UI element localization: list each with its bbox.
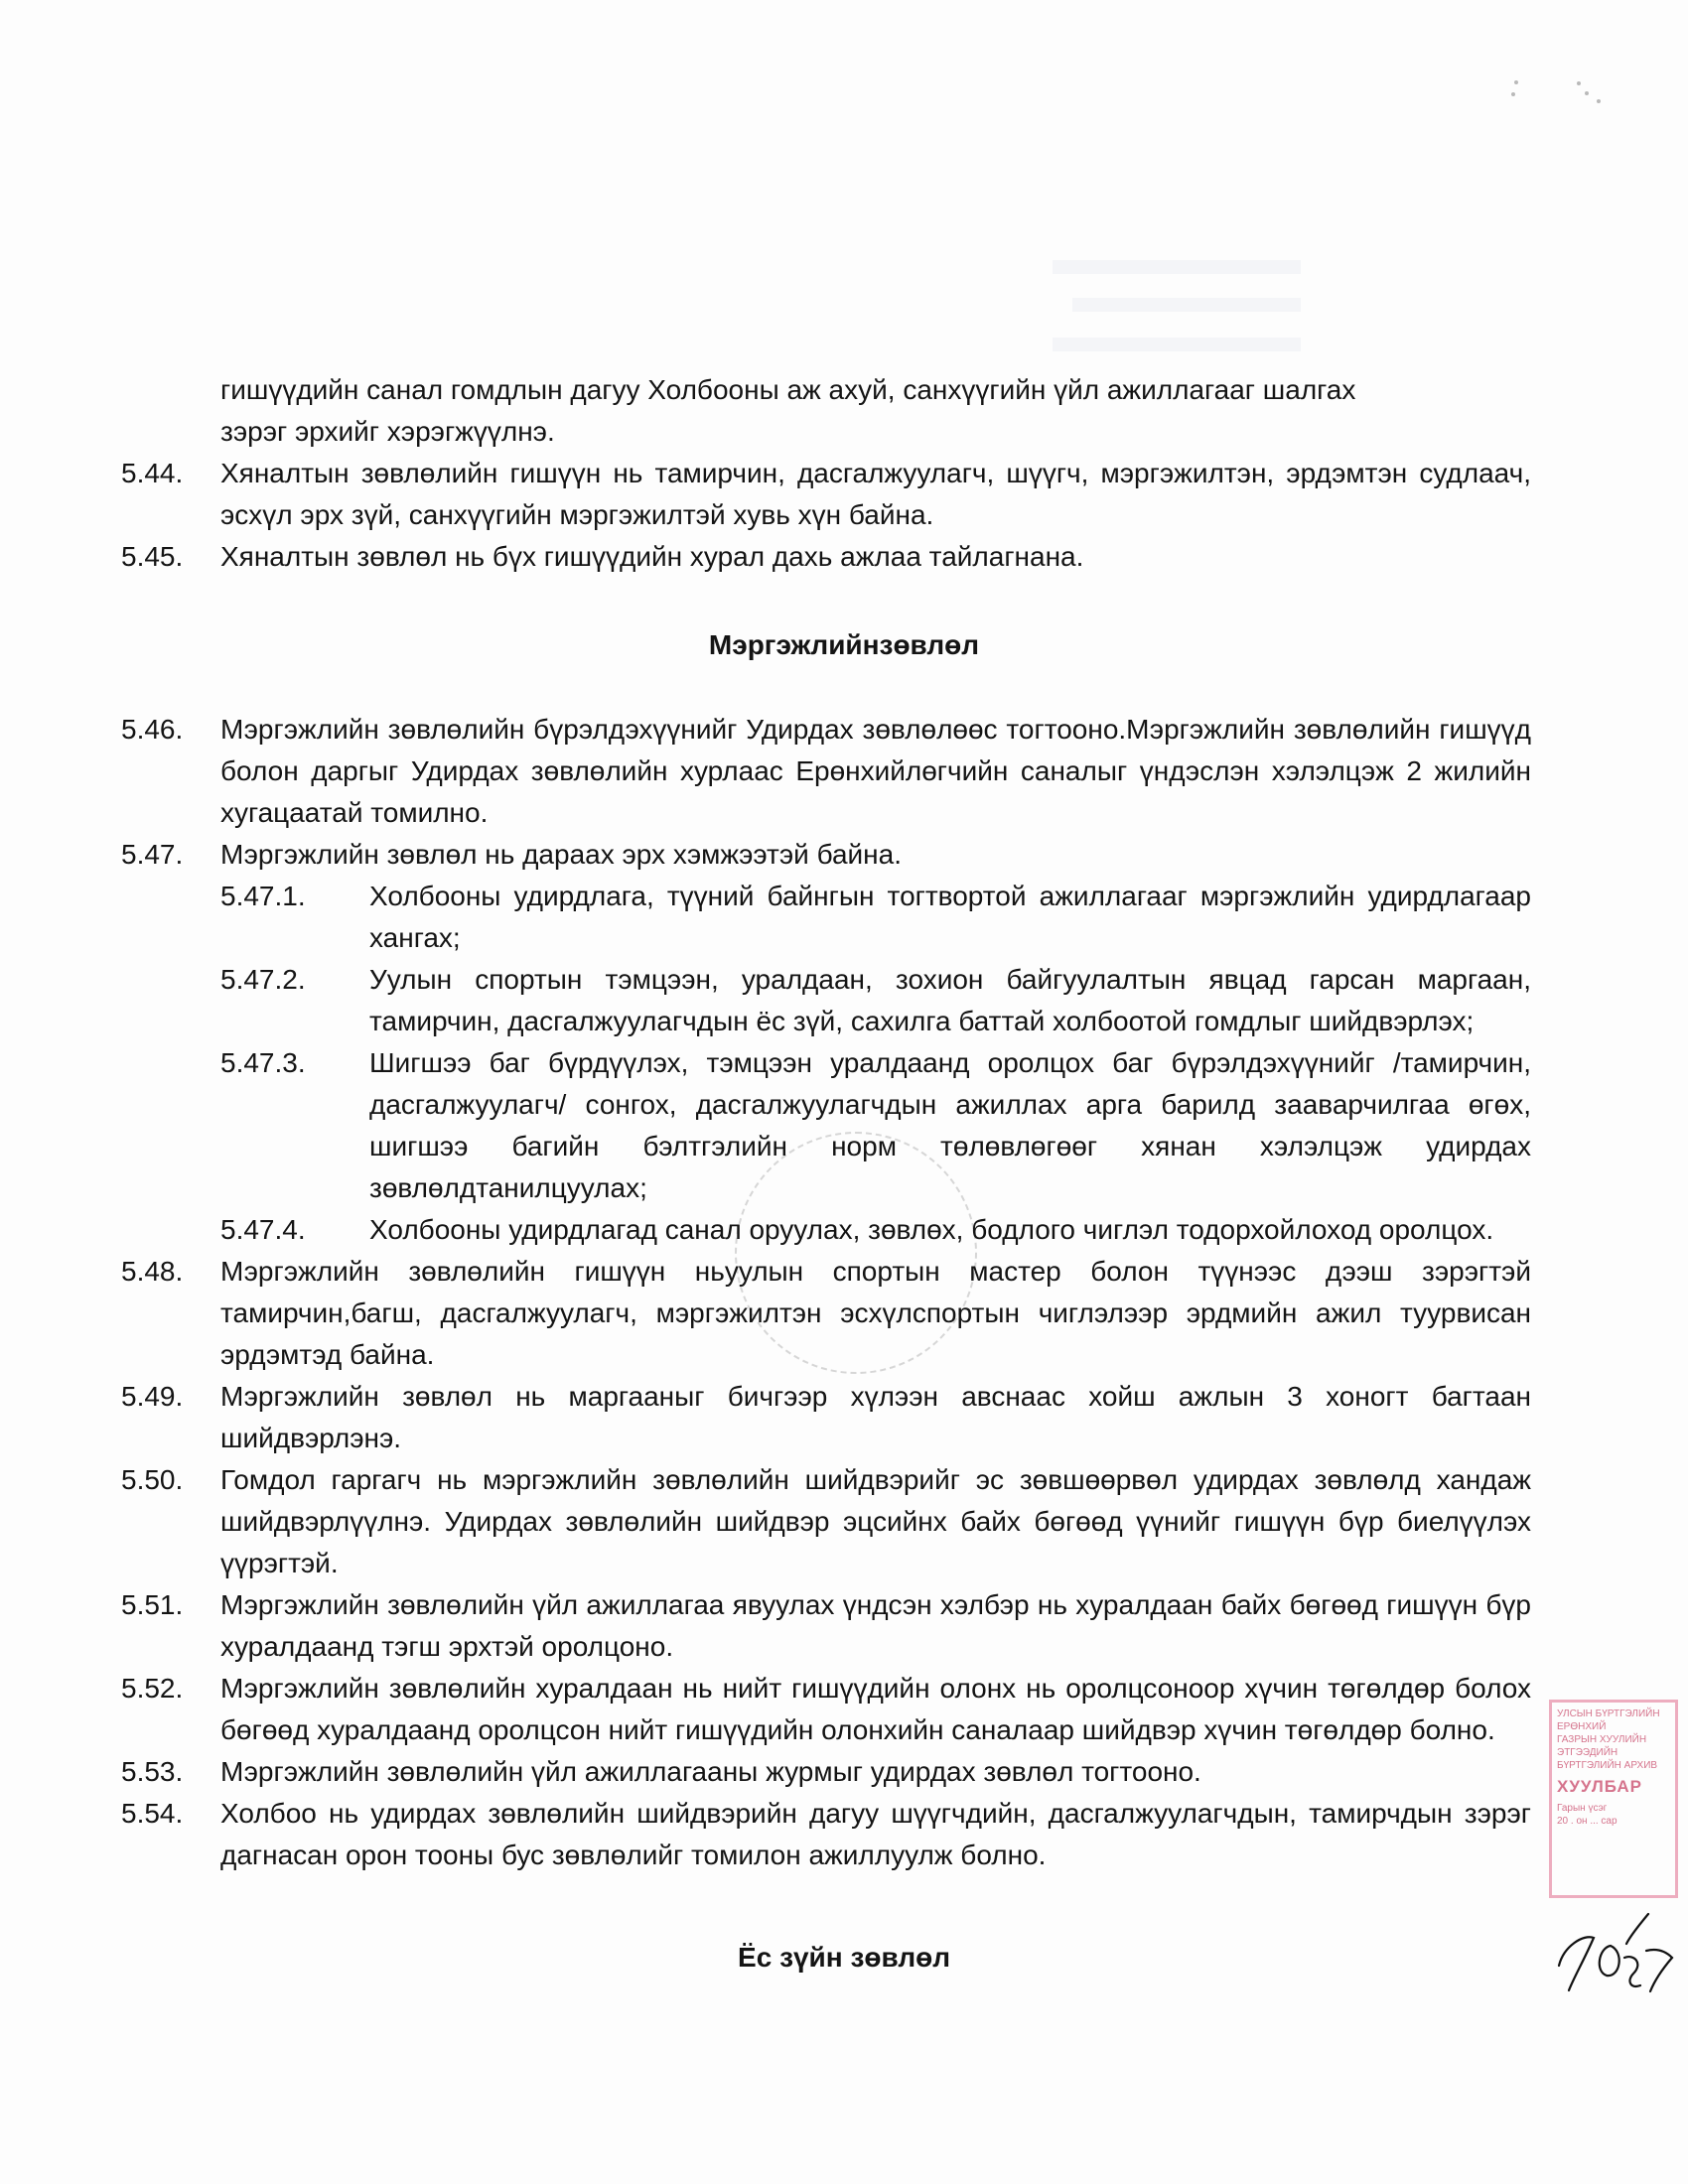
- sub-item-text: Уулын спортын тэмцээн, уралдаан, зохион байгуулалтын явцад гарсан маргаан, тамирчин, дасгалжуулагчдын ёс зүй, сахилга баттай холбоотой гомдлыг шийдвэрлэх;: [369, 964, 1531, 1036]
- continuation-line-2: зэрэг эрхийг хэрэгжүүлнэ.: [220, 416, 555, 447]
- continuation-line-1: гишүүдийн санал гомдлын дагуу Холбооны аж ахуй, санхүүгийн үйл ажиллагааг шалгах: [220, 374, 1356, 405]
- item-text: Мэргэжлийн зөвлөлийн хуралдаан нь нийт гишүүдийн олонх нь оролцсоноор хүчин төгөлдөр болох бөгөөд хуралдаанд оролцсон нийт гишүүдийн олонхийн саналаар шийдвэр хүчин төгөлдөр болно.: [220, 1673, 1531, 1745]
- item-number: 5.46.: [121, 714, 184, 745]
- item-number: 5.48.: [121, 1256, 184, 1287]
- item-text: Гомдол гаргагч нь мэргэжлийн зөвлөлийн шийдвэрийг эс зөвшөөрвөл удирдах зөвлөлд хандаж шийдвэрлүүлнэ. Удирдах зөвлөлийн шийдвэр эцсийнх байх бөгөөд үүнийг гишүүн бүр биелүүлэх үүрэгтэй.: [220, 1464, 1531, 1578]
- sub-item-5-47-3: [121, 1042, 1531, 1209]
- sub-item-5-47-2: [121, 959, 1531, 1042]
- sub-item-text: Холбооны удирдлага, түүний байнгын тогтвортой ажиллагааг мэргэжлийн удирдлагаар хангах;: [369, 881, 1531, 953]
- item-5-53: [121, 1751, 1531, 1793]
- item-5-44: [121, 453, 1531, 536]
- archive-copy-stamp: [1549, 1700, 1678, 1898]
- item-5-52: [121, 1668, 1531, 1751]
- item-number: 5.54.: [121, 1798, 184, 1829]
- item-text: Холбоо нь удирдах зөвлөлийн шийдвэрийн дагуу шүүгчдийн, дасгалжуулагчдын, тамирчдын зэрэг дагнасан орон тооны бус зөвлөлийг томилон ажиллуулж болно.: [220, 1798, 1531, 1870]
- sub-item-5-47-1: [121, 876, 1531, 959]
- stamp-signature-label: Гарын үсэг: [1557, 1803, 1608, 1814]
- item-text: Мэргэжлийн зөвлөлийн үйл ажиллагаа явуулах үндсэн хэлбэр нь хуралдаан байх бөгөөд гишүүн бүр хуралдаанд тэгш эрхтэй оролцоно.: [220, 1589, 1531, 1662]
- section-heading: Ёс зүйн зөвлөл: [737, 1942, 951, 1973]
- item-number: 5.51.: [121, 1589, 184, 1620]
- item-number: 5.50.: [121, 1464, 184, 1495]
- sub-item-text: Холбооны удирдлагад санал оруулах, зөвлөх, бодлого чиглэл тодорхойлоход оролцох.: [369, 1214, 1494, 1245]
- item-5-46: [121, 709, 1531, 834]
- sub-item-number: 5.47.4.: [220, 1214, 306, 1245]
- item-5-47: [121, 834, 1531, 876]
- item-text: Хяналтын зөвлөлийн гишүүн нь тамирчин, дасгалжуулагч, шүүгч, мэргэжилтэн, эрдэмтэн судлаач, эсхүл эрх зүй, санхүүгийн мэргэжилтэй хувь хүн байна.: [220, 458, 1531, 530]
- item-number: 5.49.: [121, 1381, 184, 1412]
- item-5-48: [121, 1251, 1531, 1376]
- item-text: Хяналтын зөвлөл нь бүх гишүүдийн хурал дахь ажлаа тайлагнана.: [220, 541, 1084, 572]
- item-5-49: [121, 1376, 1531, 1459]
- stamp-title: ХУУЛБАР: [1557, 1777, 1642, 1796]
- item-number: 5.47.: [121, 839, 184, 870]
- item-text: Мэргэжлийн зөвлөлийн бүрэлдэхүүнийг Удирдах зөвлөлөөс тогтооно.Мэргэжлийн зөвлөлийн гишүүд болон даргыг Удирдах зөвлөлийн хурлаас Ерөнхийлөгчийн саналыг үндэслэн хэлэлцэж 2 жилийн хугацаатай томилно.: [220, 714, 1531, 828]
- item-5-45: [121, 536, 1531, 578]
- item-text: Мэргэжлийн зөвлөлийн үйл ажиллагааны журмыг удирдах зөвлөл тогтооно.: [220, 1756, 1201, 1787]
- sub-item-text: Шигшээ баг бүрдүүлэх, тэмцээн уралдаанд оролцох баг бүрэлдэхүүнийг /тамирчин, дасгалжуулагч/ сонгох, дасгалжуулагчдын ажиллах арга барилд зааварчилгаа өгөх, шигшээ багийн бэлтгэлийн норм төлөвлөгөөг хянан хэлэлцэж удирдах зөвлөлдтанилцуулах;: [369, 1047, 1531, 1203]
- item-number: 5.52.: [121, 1673, 184, 1704]
- item-text: Мэргэжлийн зөвлөлийн гишүүн ньуулын спортын мастер болон түүнээс дээш зэрэгтэй тамирчин,багш, дасгалжуулагч, мэргэжилтэн эсхүлспортын чиглэлээр эрдмийн ажил туурвисан эрдэмтэд байна.: [220, 1256, 1531, 1370]
- item-number: 5.45.: [121, 541, 184, 572]
- item-5-54: [121, 1793, 1531, 1876]
- section-heading: Мэргэжлийнзөвлөл: [708, 629, 980, 660]
- sub-item-5-47-4: [121, 1209, 1531, 1251]
- sub-item-number: 5.47.1.: [220, 881, 306, 911]
- item-5-51: [121, 1584, 1531, 1668]
- item-text: Мэргэжлийн зөвлөл нь дараах эрх хэмжээтэй байна.: [220, 839, 902, 870]
- stamp-line: ГАЗРЫН ХУУЛИЙН ЭТГЭЭДИЙН: [1557, 1734, 1647, 1758]
- sub-item-number: 5.47.3.: [220, 1047, 306, 1078]
- item-number: 5.53.: [121, 1756, 184, 1787]
- sub-item-number: 5.47.2.: [220, 964, 306, 995]
- item-text: Мэргэжлийн зөвлөл нь маргааныг бичгээр хүлээн авснаас хойш ажлын 3 хоногт багтаан шийдвэрлэнэ.: [220, 1381, 1531, 1453]
- item-5-50: [121, 1459, 1531, 1584]
- stamp-date-label: 20 . он ... сар: [1557, 1816, 1618, 1827]
- item-number: 5.44.: [121, 458, 184, 488]
- stamp-line: УЛСЫН БҮРТГЭЛИЙН ЕРӨНХИЙ: [1557, 1708, 1660, 1732]
- stamp-line: БҮРТГЭЛИЙН АРХИВ: [1557, 1760, 1658, 1771]
- signature: [1549, 1906, 1678, 1995]
